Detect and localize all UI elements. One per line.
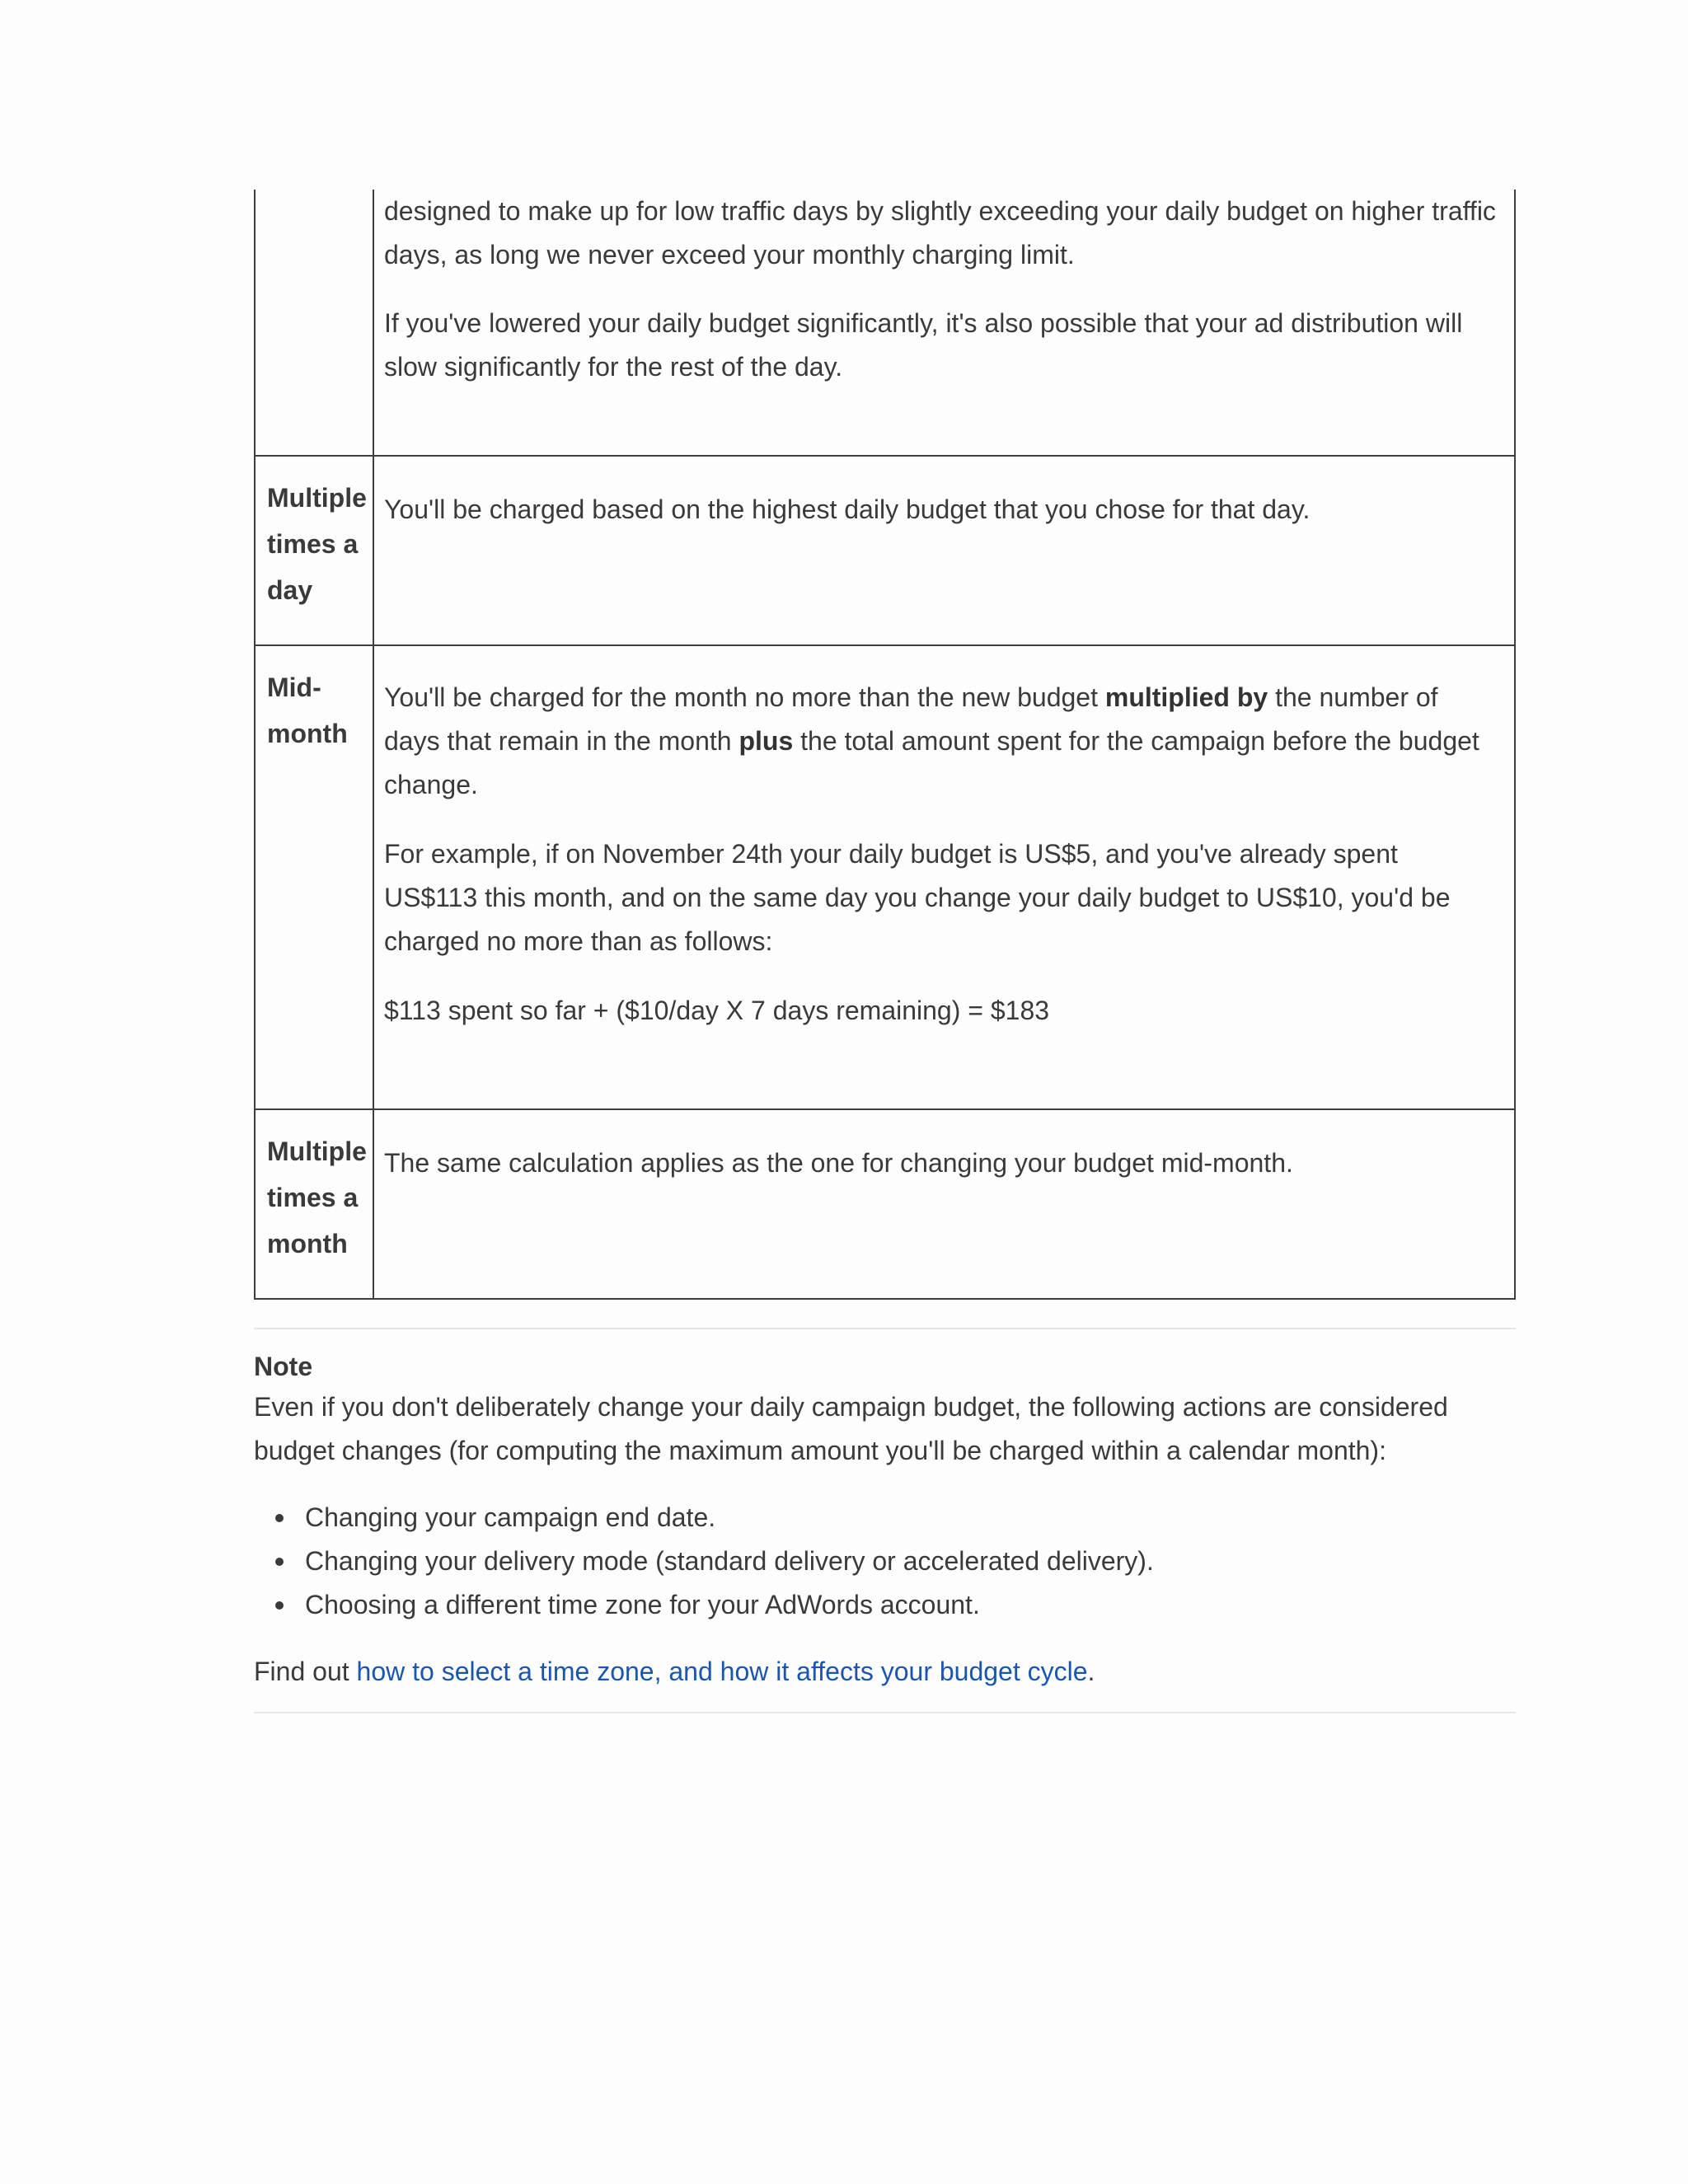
note-list [254,1496,1516,1627]
row-description [373,190,1515,456]
paragraph: The same calculation applies as the one for changing your budget mid-month. [384,1148,1293,1178]
row-label: Multiple times a month [255,1109,373,1299]
paragraph [384,676,1496,807]
bullet-icon [275,1514,284,1522]
bullet-icon [275,1558,284,1566]
table-row [255,1109,1515,1299]
list-item [305,1540,1516,1583]
row-description [373,456,1515,645]
divider [254,1328,1516,1329]
bullet-icon [275,1601,284,1610]
list-item [305,1496,1516,1540]
list-item-text: Changing your delivery mode (standard delivery or accelerated delivery). [305,1546,1154,1576]
divider [254,1712,1516,1713]
row-label: Mid-month [255,645,373,1109]
emphasis-multiplied-by: multiplied by [1104,682,1268,712]
text-run: You'll be charged for the month no more than the new budget [384,682,1105,712]
text-run: the number of days that remain in the month [384,682,1438,756]
page-content [254,190,1516,1713]
budget-change-table [254,190,1516,1300]
emphasis-plus: plus [738,726,794,756]
paragraph: If you've lowered your daily budget significantly, it's also possible that your ad distribution will slow significantly for the rest of the day. [384,308,1463,382]
note-body: Even if you don't deliberately change your daily campaign budget, the following actions are considered budget changes (for computing the maximum amount you'll be charged within a calendar month): [254,1392,1448,1465]
row-description [373,1109,1515,1299]
paragraph: designed to make up for low traffic days by slightly exceeding your daily budget on higher traffic days, as long we never exceed your monthly charging limit. [384,196,1496,269]
note-title: Note [254,1352,313,1381]
find-out-prefix: Find out [254,1657,357,1686]
paragraph: You'll be charged based on the highest daily budget that you chose for that day. [384,494,1311,524]
time-zone-link[interactable]: how to select a time zone, and how it affects your budget cycle [356,1657,1088,1686]
find-out-suffix: . [1087,1657,1095,1686]
list-item-text: Changing your campaign end date. [305,1502,716,1532]
row-label [255,190,373,456]
formula-example: $113 spent so far + ($10/day X 7 days remaining) = $183 [384,996,1050,1025]
table-row [255,190,1515,456]
row-label: Multiple times a day [255,456,373,645]
table-row [255,645,1515,1109]
note-block [254,1347,1516,1694]
paragraph: For example, if on November 24th your daily budget is US$5, and you've already spent US$113 this month, and on the same day you change your daily budget to US$10, you'd be charged no more than as follows: [384,839,1451,956]
table-row [255,456,1515,645]
text-run: the total amount spent for the campaign before the budget change. [384,726,1479,799]
list-item [305,1583,1516,1627]
list-item-text: Choosing a different time zone for your AdWords account. [305,1590,980,1619]
row-description [373,645,1515,1109]
find-out-line [254,1650,1516,1694]
